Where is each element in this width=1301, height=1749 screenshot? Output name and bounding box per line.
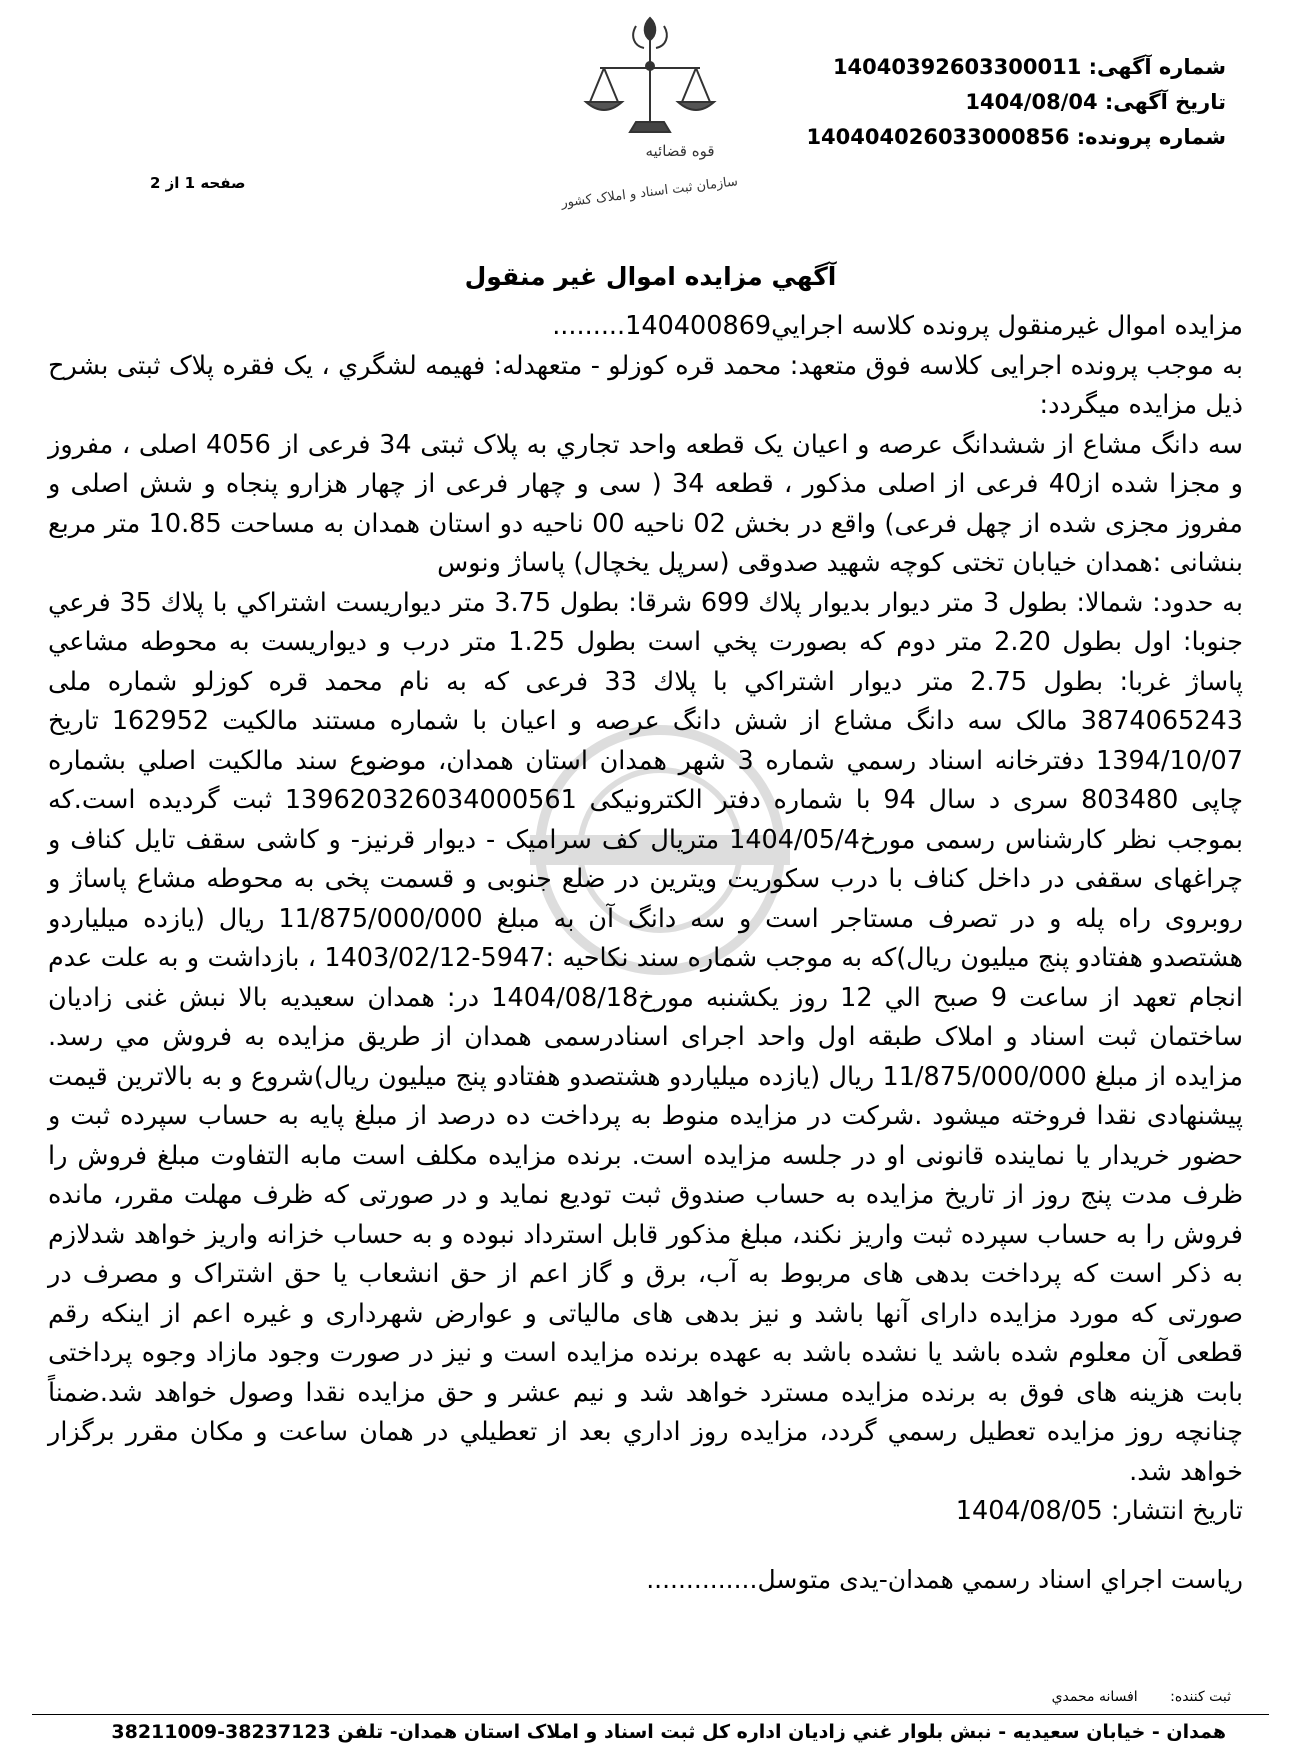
judiciary-emblem-logo	[560, 10, 740, 225]
file-number-label: شماره پرونده:	[1076, 125, 1226, 149]
footer-divider	[32, 1714, 1269, 1715]
emblem-text-organization: سازمان ثبت اسناد و املاک کشور	[560, 174, 739, 211]
emblem-text-judiciary: قوه قضائیه	[645, 142, 715, 160]
notice-paragraph: سه دانگ مشاع از ششدانگ عرصه و اعيان يک قطعه واحد تجاري به پلاک ثبتی 34 فرعی از 4056 اصلی ، مفروز و مجزا شده از40 فرعی از اصلی مذکور ، قطعه 34 ( سی و چهار فرعی از چهار هزارو پنجاه و شش اصلی و مفروز مجزی شده از چهل فرعی) واقع در بخش 02 ناحیه 00 ناحیه دو استان همدان به مساحت 10.85 متر مربع بنشانی :همدان خیابان تختی کوچه شهید صدوقی (سرپل یخچال) پاساژ ونوس	[48, 429, 1243, 578]
ad-date-row	[806, 85, 1226, 120]
registrar	[1024, 1689, 1231, 1705]
notice-paragraph: به موجب پرونده اجرایی کلاسه فوق متعهد: محمد قره کوزلو - متعهدله: فهیمه لشگري ، یک فقره پلاک ثبتی بشرح ذیل مزایده میگردد:	[48, 350, 1243, 420]
signature: رياست اجراي اسناد رسمي همدان-يدى متوسل..............	[646, 1565, 1243, 1594]
ad-metadata	[806, 50, 1226, 155]
ad-date: 1404/08/04	[965, 90, 1098, 114]
notice-paragraph: مزايده اموال غيرمنقول پرونده كلاسه اجرايي140400869.........	[552, 311, 1243, 341]
file-number-row	[806, 120, 1226, 155]
file-number: 140404026033000856	[806, 125, 1070, 149]
ad-date-label: تاریخ آگهی:	[1104, 90, 1226, 114]
ad-number-row	[806, 50, 1226, 85]
ad-number-label: شماره آگهی:	[1088, 55, 1226, 79]
auction-notice-body	[48, 307, 1243, 1532]
ad-number: 14040392603300011	[832, 55, 1082, 79]
registrar-name: افسانه محمدي	[1051, 1689, 1138, 1705]
document-title: آگهي مزايده اموال غير منقول	[464, 262, 837, 291]
registrar-label: ثبت کننده:	[1170, 1689, 1231, 1705]
publication-date: تاريخ انتشار: 1404/08/05	[955, 1496, 1243, 1526]
notice-paragraph: به حدود: شمالا: بطول 3 متر ديوار بديوار پلاك 699 شرقا: بطول 3.75 متر ديواريست اشتراكي با پلاك 35 فرعي جنوبا: اول بطول 2.20 متر دوم كه بصورت پخي است بطول 1.25 متر درب و ديواريست به محوطه مشاعي پاساژ غربا: بطول 2.75 متر ديوار اشتراكي با پلاك 33 فرعی که به نام محمد قره کوزلو شماره ملی 3874065243 مالک سه دانگ مشاع از شش دانگ عرصه و اعیان با شماره مستند مالکیت 162952 تاريخ 1394/10/07 دفترخانه اسناد رسمي شماره 3 شهر همدان استان همدان، موضوع سند مالكيت اصلي بشماره چاپی 803480 سری د سال 94 با شماره دفتر الکترونیکی 139620326034000561 ثبت گرديده است.که بموجب نظر کارشناس رسمی مورخ1404/05/4 متریال کف سرامیک - دیوار قرنیز- و کاشی سقف تایل کناف و چراغهای سقفی در داخل کناف با درب سکوریت ویترین در ضلع جنوبی و قسمت پخی به محوطه مشاع پاساژ و روبروی راه پله و در تصرف مستاجر است و سه دانگ آن به مبلغ 11/875/000/000 ریال (یازده میلیاردو هشتصدو هفتادو پنج میلیون ریال)که به موجب شماره سند نکاحیه :5947-1403/02/12 ، بازداشت و به علت عدم انجام تعهد از ساعت 9 صبح الي 12 روز يكشنبه مورخ1404/08/18 در: همدان سعيديه بالا نبش غنى زاديان ساختمان ثبت اسناد و املاک طبقه اول واحد اجراى اسنادرسمی همدان از طريق مزايده به فروش مي رسد. مزايده از مبلغ 11/875/000/000 ریال (یازده میلیاردو هشتصدو هفتادو پنج میلیون ریال)شروع و به بالاترين قيمت پيشنهادى نقدا فروخته ميشود .شرکت در مزایده منوط به پرداخت ده درصد از مبلغ پایه به حساب سپرده ثبت و حضور خریدار یا نماینده قانونی او در جلسه مزایده است. برنده مزايده مكلف است مابه التفاوت مبلغ فروش را ظرف مدت پنج روز از تاریخ مزایده به حساب صندوق ثبت توديع نمايد و در صورتى كه ظرف مهلت مقرر، مانده فروش را به حساب سپرده ثبت واريز نكند، مبلغ مذكور قابل استرداد نبوده و به حساب خزانه واريز خواهد شدلازم به ذکر است که پرداخت بدهی های مربوط به آب، برق و گاز اعم از حق انشعاب يا حق اشتراک و مصرف در صورتی که مورد مزايده دارای آنها باشد و نيز بدهی های مالياتی و عوارض شهرداری و غيره اعم از اينکه رقم قطعی آن معلوم شده باشد يا نشده باشد به عهده برنده مزايده است و نيز در صورت وجود مازاد وجوه پرداختی بابت هزينه های فوق به برنده مزايده مسترد خواهد شد و نيم عشر و حق مزايده نقدا وصول خواهد شد.ضمناً چنانچه روز مزايده تعطيل رسمي گردد، مزايده روز اداري بعد از تعطيلي در همان ساعت و مكان مقرر برگزار خواهد شد.	[48, 587, 1244, 1487]
page-info: صفحه 1 از 2	[150, 174, 246, 192]
footer-address: همدان - خیابان سعیدیه - نبش بلوار غني زاديان اداره کل ثبت اسناد و املاک استان همدان- تلفن 38237123-38211009	[111, 1721, 1226, 1743]
